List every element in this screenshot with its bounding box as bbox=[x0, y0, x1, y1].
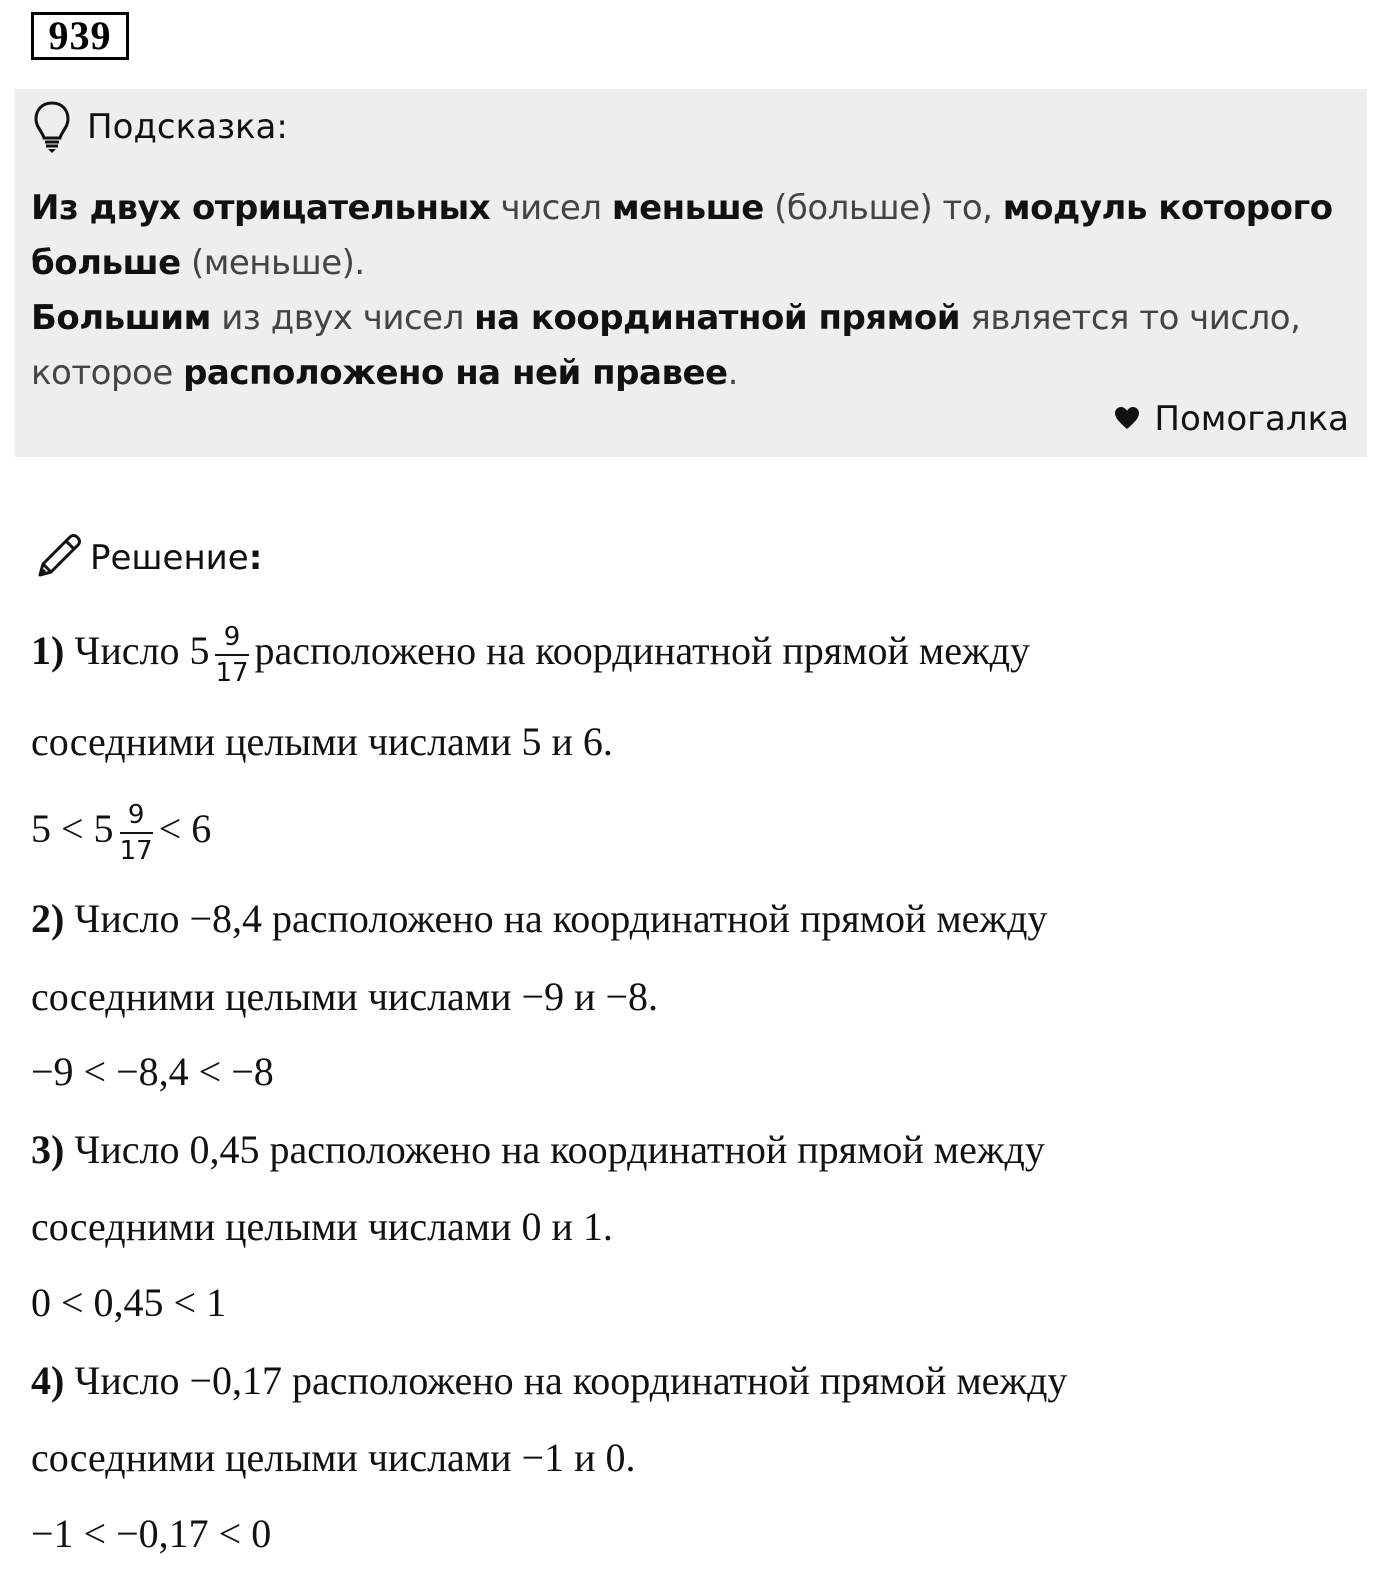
item-text: Число 0,45 расположено на координатной прямой между bbox=[64, 1127, 1045, 1172]
solution-item-1-line-1 bbox=[31, 622, 1030, 688]
solution-item-2-inequality: −9 < −8,4 < −8 bbox=[31, 1049, 274, 1094]
item-number: 1) bbox=[31, 628, 65, 674]
hint-plain-text: чисел bbox=[490, 188, 612, 228]
hint-bold-text: больше bbox=[31, 243, 181, 283]
item-text: Число −8,4 расположено на координатной прямой между bbox=[64, 896, 1048, 941]
solution-item-4-line-1 bbox=[31, 1357, 1067, 1405]
hint-line-1 bbox=[31, 181, 1351, 236]
fraction-denominator: 17 bbox=[215, 658, 249, 688]
hint-plain-text: которое bbox=[31, 353, 184, 393]
hint-line-3 bbox=[31, 291, 1351, 346]
item-number: 2) bbox=[31, 896, 65, 941]
solution-title bbox=[90, 538, 262, 578]
item-text: Число 5 bbox=[64, 628, 210, 674]
hint-plain-text: . bbox=[727, 353, 738, 393]
inequality-text: < 6 bbox=[158, 806, 212, 852]
solution-title-colon: : bbox=[248, 538, 263, 578]
hint-line-4 bbox=[31, 346, 1351, 401]
hint-plain-text: (больше) то, bbox=[763, 188, 1003, 228]
solution-title-text: Решение bbox=[90, 538, 249, 578]
hint-bold-text: модуль которого bbox=[1002, 188, 1333, 228]
solution-item-2-line-2: соседними целыми числами −9 и −8. bbox=[31, 974, 659, 1019]
fraction-numerator: 9 bbox=[215, 622, 248, 656]
hint-bold-text: меньше bbox=[611, 188, 764, 228]
solution-item-3-line-2: соседними целыми числами 0 и 1. bbox=[31, 1204, 613, 1249]
lightbulb-icon bbox=[33, 100, 71, 154]
fraction-numerator: 9 bbox=[120, 800, 153, 834]
hint-bold-text: Большим bbox=[31, 298, 211, 338]
brand-link[interactable] bbox=[1114, 399, 1349, 439]
hint-text bbox=[31, 181, 1351, 401]
solution-item-4-inequality: −1 < −0,17 < 0 bbox=[31, 1511, 272, 1556]
hint-title: Подсказка: bbox=[87, 107, 288, 147]
brand-label: Помогалка bbox=[1154, 399, 1349, 439]
heart-icon bbox=[1114, 399, 1154, 439]
hint-plain-text: (меньше). bbox=[180, 243, 365, 283]
item-text: расположено на координатной прямой между bbox=[254, 628, 1030, 674]
inequality-text: 5 < 5 bbox=[31, 806, 114, 852]
task-number: 939 bbox=[31, 12, 129, 60]
fraction-denominator: 17 bbox=[119, 836, 153, 866]
hint-bold-text: на координатной прямой bbox=[474, 298, 961, 338]
solution-item-1-inequality bbox=[31, 800, 211, 866]
hint-bold-text: расположено на ней правее bbox=[183, 353, 728, 393]
hint-box bbox=[15, 89, 1367, 457]
hint-line-2 bbox=[31, 236, 1351, 291]
solution-item-4-line-2: соседними целыми числами −1 и 0. bbox=[31, 1435, 636, 1480]
item-number: 4) bbox=[31, 1358, 65, 1403]
solution-item-3-line-1 bbox=[31, 1126, 1045, 1174]
hint-plain-text: из двух чисел bbox=[210, 298, 475, 338]
pencil-icon bbox=[34, 531, 84, 586]
item-number: 3) bbox=[31, 1127, 65, 1172]
hint-plain-text: является то число, bbox=[960, 298, 1301, 338]
solution-item-1-line-2: соседними целыми числами 5 и 6. bbox=[31, 719, 613, 764]
fraction bbox=[215, 622, 248, 688]
solution-item-3-inequality: 0 < 0,45 < 1 bbox=[31, 1280, 227, 1325]
item-text: Число −0,17 расположено на координатной прямой между bbox=[64, 1358, 1068, 1403]
solution-item-2-line-1 bbox=[31, 895, 1047, 943]
solution-header bbox=[34, 530, 262, 586]
fraction bbox=[120, 800, 153, 866]
hint-header bbox=[33, 97, 288, 157]
hint-bold-text: Из двух отрицательных bbox=[31, 188, 491, 228]
